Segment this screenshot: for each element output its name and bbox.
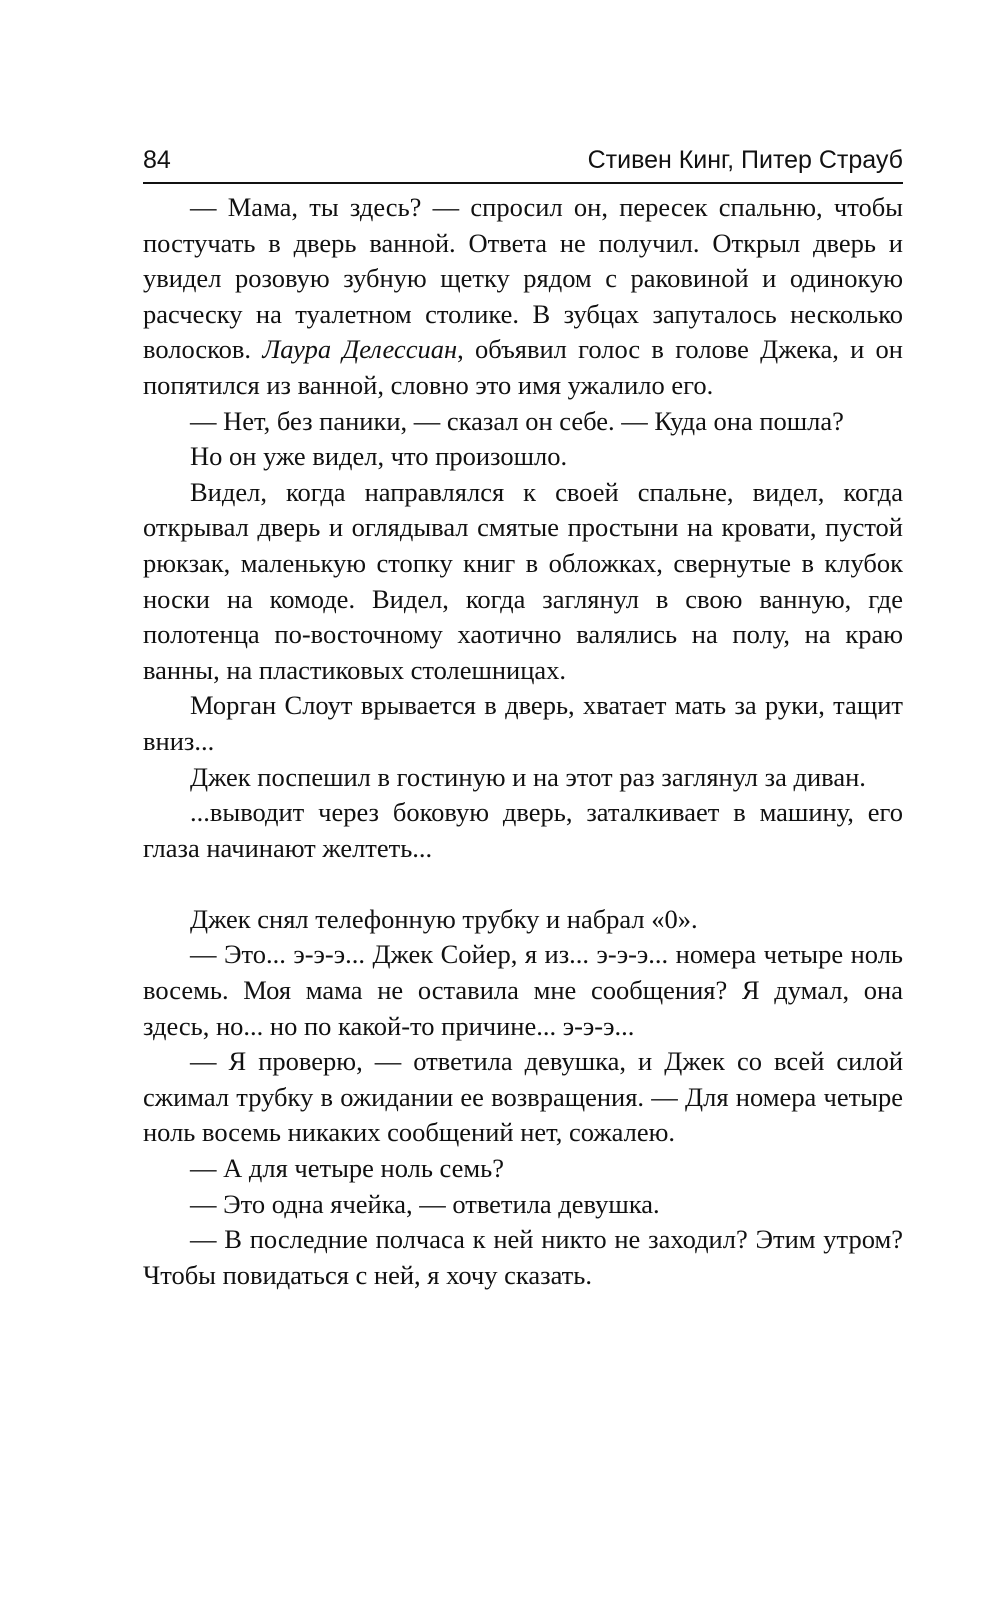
paragraph-text: , объявил голос в голове Джека, и он попятился из ванной, словно это имя ужалило его. [143, 334, 903, 400]
paragraph-text: — Мама, ты здесь? — спросил он, пересек спальню, чтобы постучать в дверь ванной. Ответа не получил. Открыл дверь и увидел розовую зубную щетку рядом с раковиной и одинокую расческу на туалетном столике. В зубцах запуталось несколько волосков. [143, 192, 903, 365]
paragraph: — Это... э-э-э... Джек Сойер, я из... э-э-э... номера четыре ноль восемь. Моя мама не оставила мне сообщения? Я думал, она здесь, но... но по какой-то причине... э-э-э... [143, 939, 903, 1041]
italic-name: Лаура Делессиан [262, 334, 458, 365]
paragraph [143, 190, 903, 404]
paragraph: ...выводит через боковую дверь, заталкивает в машину, его глаза начинают желтеть... [143, 797, 903, 863]
paragraph: Джек поспешил в гостиную и на этот раз заглянул за диван. [190, 761, 866, 792]
paragraph: Но он уже видел, что произошло. [190, 441, 568, 472]
running-title: Стивен Кинг, Питер Страуб [587, 146, 903, 174]
body-text [143, 190, 903, 1293]
paragraph: Морган Слоут врывается в дверь, хватает мать за руки, тащит вниз... [143, 690, 903, 756]
page-number: 84 [143, 146, 171, 174]
paragraph: Джек снял телефонную трубку и набрал «0». [190, 903, 698, 934]
paragraph: Видел, когда направлялся к своей спальне, видел, когда открывал дверь и оглядывал смятые простыни на кровати, пустой рюкзак, маленькую стопку книг в обложках, свернутые в клубок носки на комоде. Видел, когда заглянул в свою ванную, где полотенца по-восточному хаотично валялись на полу, на краю ванны, на пластиковых столешницах. [143, 476, 903, 685]
paragraph: — Это одна ячейка, — ответила девушка. [190, 1188, 660, 1219]
paragraph: — В последние полчаса к ней никто не заходил? Этим утром? Чтобы повидаться с ней, я хочу сказать. [143, 1224, 903, 1290]
running-header [143, 146, 903, 184]
paragraph: — Я проверю, — ответила девушка, и Джек со всей силой сжимал трубку в ожидании ее возвращения. — Для номера четыре ноль восемь никаких сообщений нет, сожалею. [143, 1046, 903, 1148]
paragraph: — А для четыре ноль семь? [190, 1153, 505, 1184]
paragraph: — Нет, без паники, — сказал он себе. — Куда она пошла? [190, 405, 844, 436]
